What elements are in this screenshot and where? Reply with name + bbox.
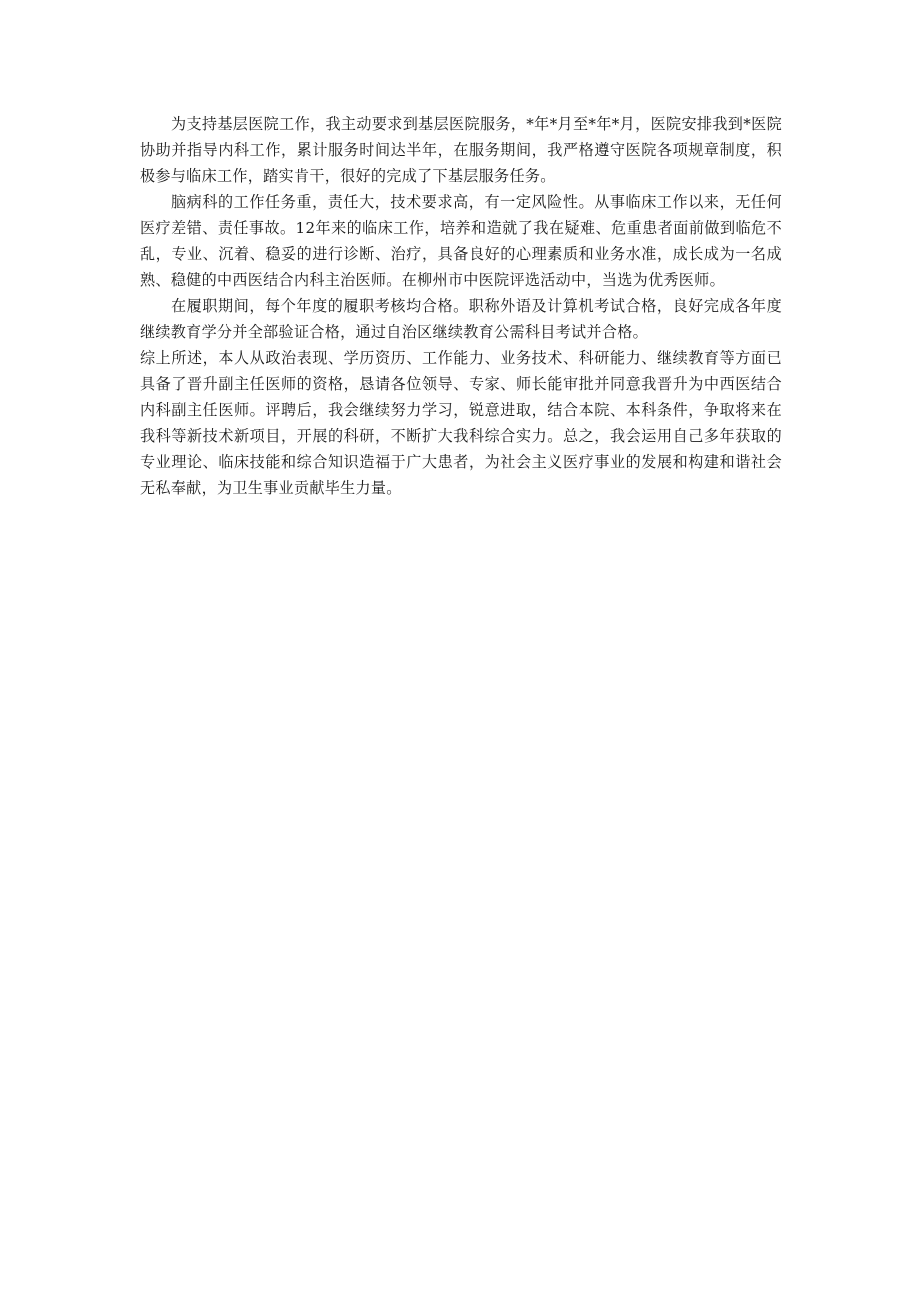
paragraph-summary: 综上所述，本人从政治表现、学历资历、工作能力、业务技术、科研能力、继续教育等方面已具备了晋升副主任医师的资格，恳请各位领导、专家、师长能审批并同意我晋升为中西医结合内科副主任医师。评聘后，我会继续努力学习，锐意进取，结合本院、本科条件，争取将来在我科等新技术新项目，开展的科研，不断扩大我科综合实力。总之，我会运用自己多年获取的专业理论、临床技能和综合知识造福于广大患者，为社会主义医疗事业的发展和构建和谐社会无私奉献，为卫生事业贡献毕生力量。 [140,349,782,497]
paragraph-grassroots-service: 为支持基层医院工作，我主动要求到基层医院服务，*年*月至*年*月，医院安排我到*医院协助并指导内科工作，累计服务时间达半年，在服务期间，我严格遵守医院各项规章制度，积极参与临床工作，踏实肯干，很好的完成了下基层服务任务。 [140,115,782,185]
document-body [140,111,782,501]
paragraph-clinical-work: 脑病科的工作任务重，责任大，技术要求高，有一定风险性。从事临床工作以来，无任何医疗差错、责任事故。12年来的临床工作，培养和造就了我在疑难、危重患者面前做到临危不乱，专业、沉着、稳妥的进行诊断、治疗，具备良好的心理素质和业务水准，成长成为一名成熟、稳健的中西医结合内科主治医师。在柳州市中医院评选活动中，当选为优秀医师。 [140,193,782,289]
paragraph-performance-review: 在履职期间，每个年度的履职考核均合格。职称外语及计算机考试合格，良好完成各年度继续教育学分并全部验证合格，通过自治区继续教育公需科目考试并合格。 [140,297,782,341]
